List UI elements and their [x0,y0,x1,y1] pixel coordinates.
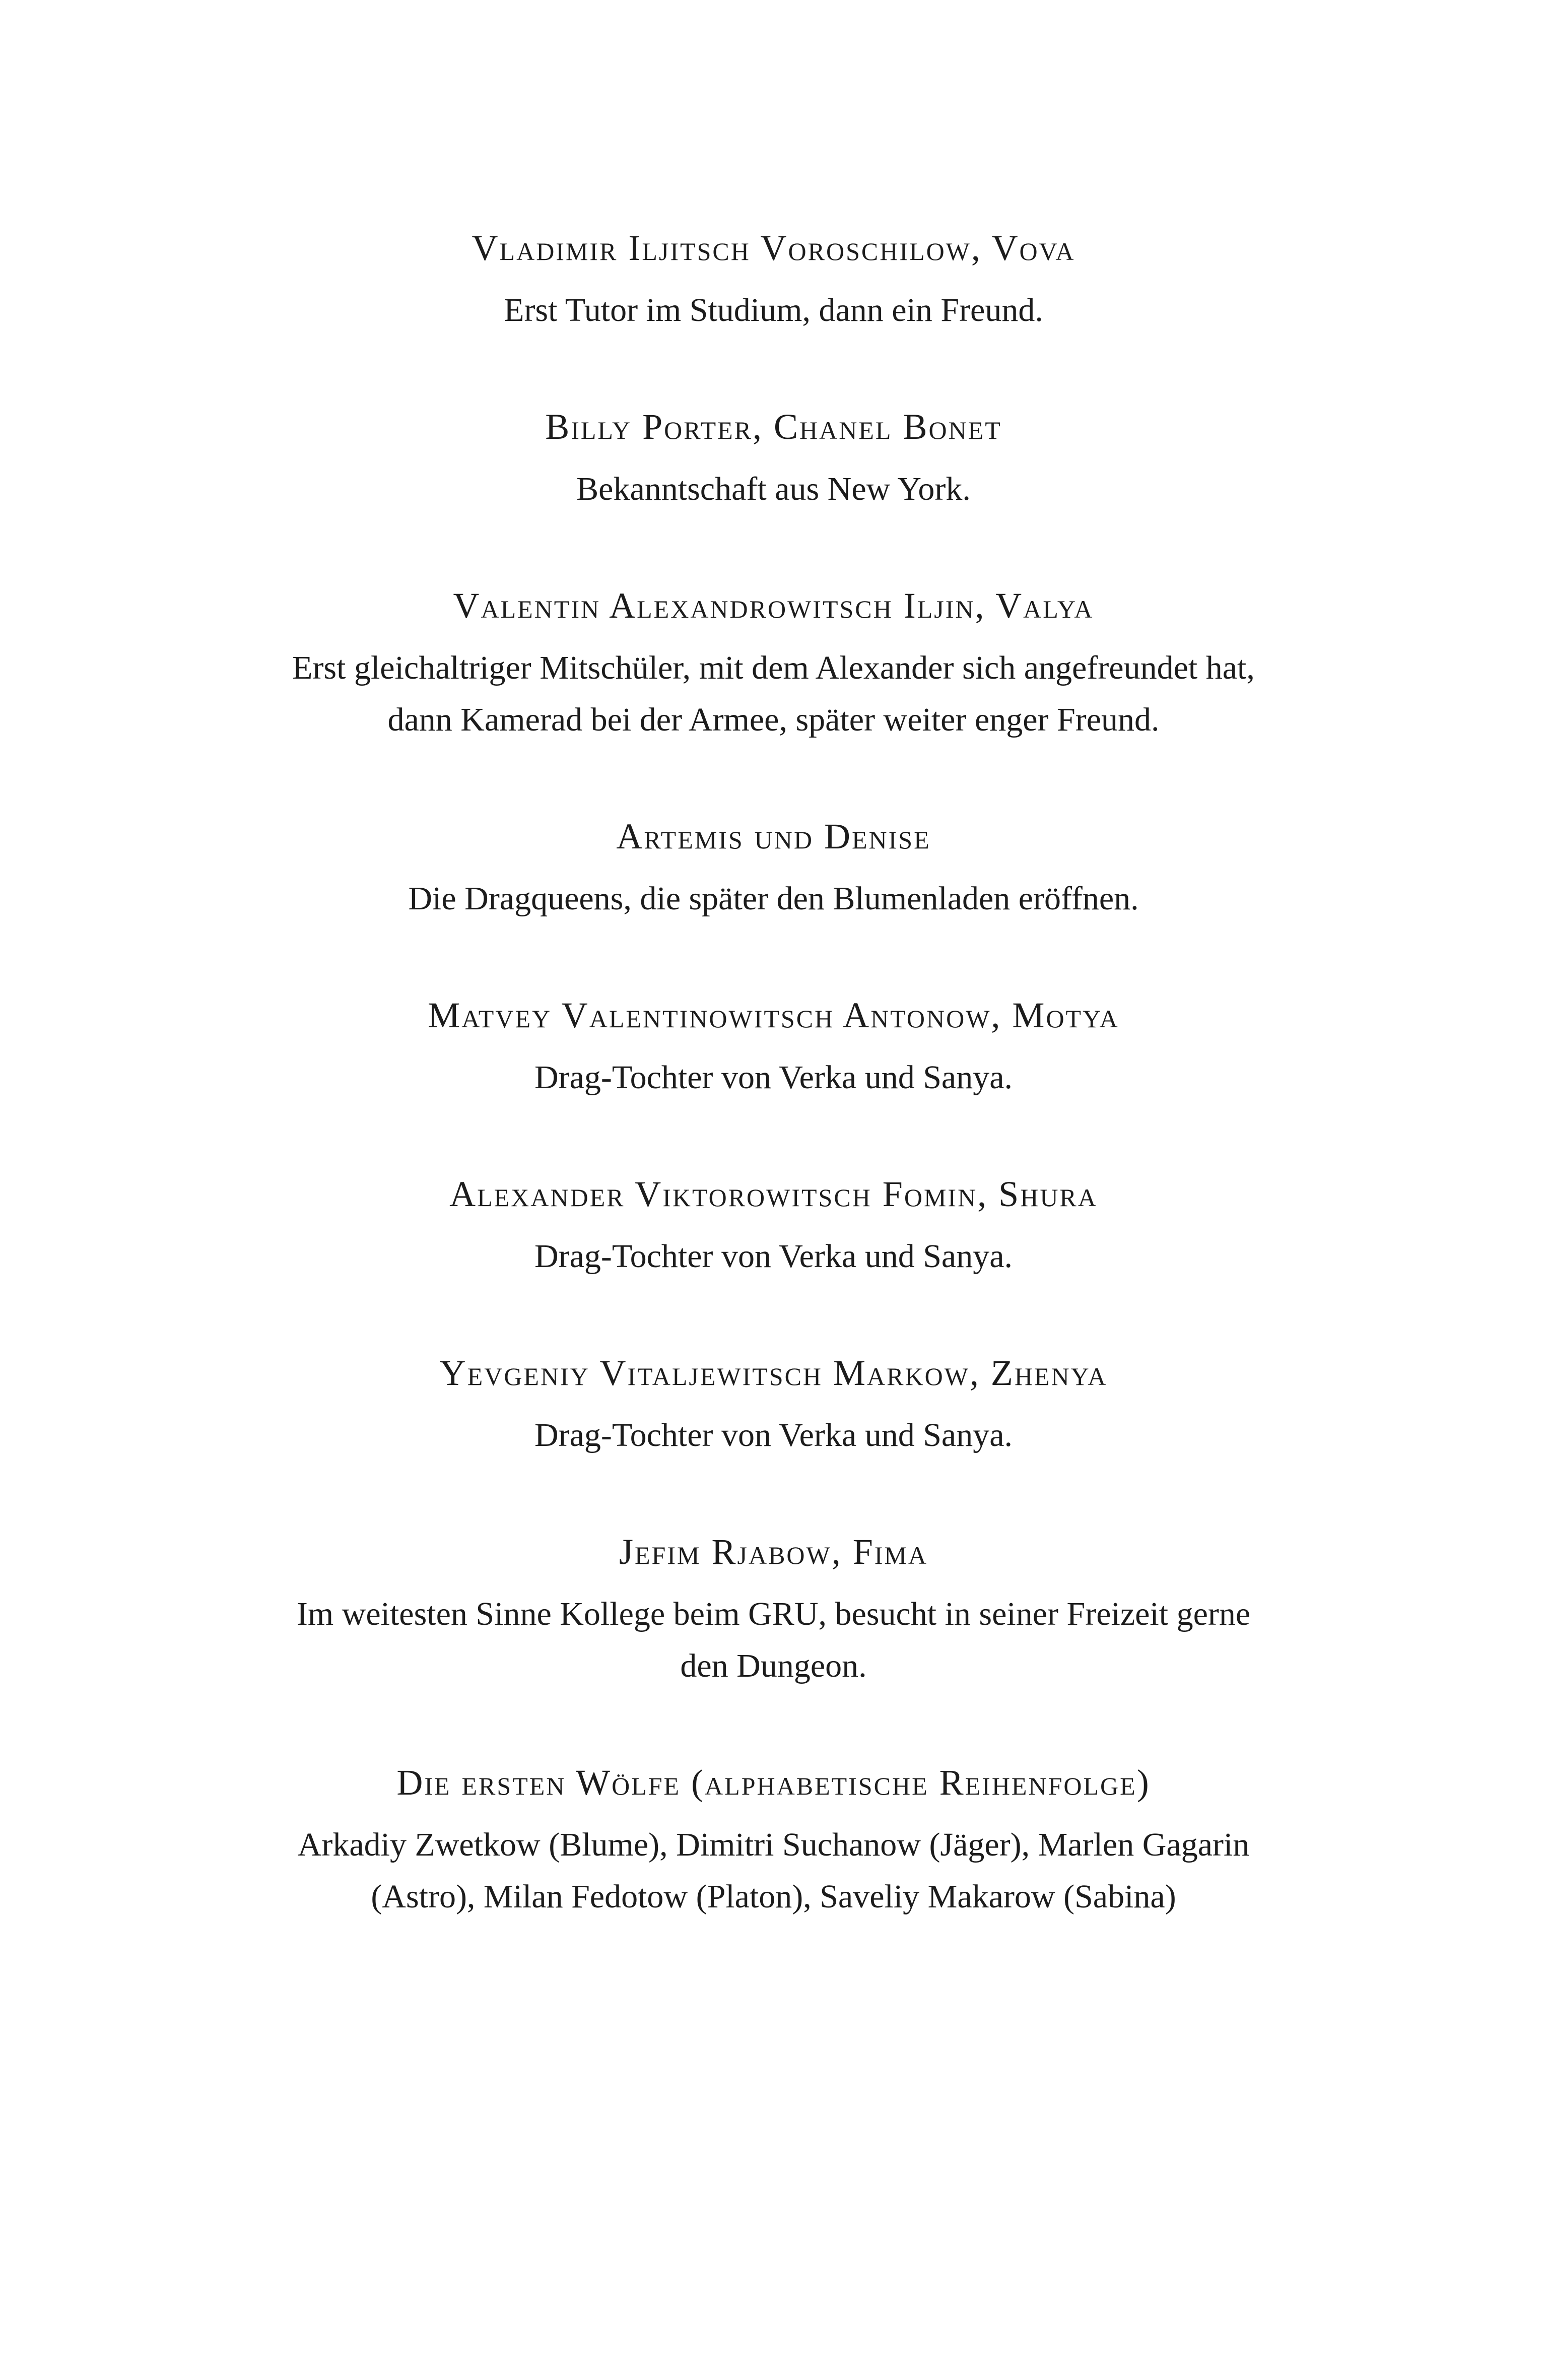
character-description [242,873,1305,924]
character-name: Vladimir Iljitsch Voroschilow, Vova [472,228,1075,268]
character-description [242,1051,1305,1103]
character-name: Valentin Alexandrowitsch Iljin, Valya [453,585,1094,626]
description-line: den Dungeon. [680,1647,867,1684]
character-entry [242,1757,1305,1923]
character-name: Billy Porter, Chanel Bonet [545,407,1002,447]
description-line: Drag-Tochter von Verka und Sanya. [534,1059,1013,1096]
character-description [242,642,1305,746]
character-entry [242,990,1305,1103]
character-entry [242,1527,1305,1692]
description-line: Erst gleichaltriger Mitschüler, mit dem Alexander sich angefreundet hat, [292,649,1255,686]
description-line: Arkadiy Zwetkow (Blume), Dimitri Suchanow (Jäger), Marlen Gagarin [297,1826,1250,1863]
description-line: Im weitesten Sinne Kollege beim GRU, besucht in seiner Freizeit gerne [296,1596,1251,1632]
character-description [242,284,1305,336]
character-description [242,1588,1305,1692]
character-description [242,1230,1305,1282]
description-line: Erst Tutor im Studium, dann ein Freund. [504,292,1043,328]
description-line: dann Kamerad bei der Armee, später weiter enger Freund. [387,701,1160,738]
character-list [242,223,1305,1988]
character-entry [242,811,1305,924]
character-description [242,463,1305,515]
description-line: Bekanntschaft aus New York. [576,471,971,507]
character-name: Alexander Viktorowitsch Fomin, Shura [449,1174,1098,1214]
character-name: Jefim Rjabow, Fima [619,1532,928,1572]
character-name: Matvey Valentinowitsch Antonow, Motya [428,995,1119,1035]
character-name: Yevgeniy Vitaljewitsch Markow, Zhenya [439,1353,1108,1393]
character-name: Die ersten Wölfe (alphabetische Reihenfolge) [396,1762,1151,1803]
character-entry [242,580,1305,746]
description-line: Die Dragqueens, die später den Blumenladen eröffnen. [408,880,1139,917]
character-entry [242,223,1305,336]
character-entry [242,402,1305,515]
description-line: (Astro), Milan Fedotow (Platon), Saveliy Makarow (Sabina) [371,1878,1176,1915]
character-entry [242,1169,1305,1282]
character-description [242,1409,1305,1461]
description-line: Drag-Tochter von Verka und Sanya. [534,1238,1013,1275]
character-name: Artemis und Denise [616,816,931,856]
description-line: Drag-Tochter von Verka und Sanya. [534,1417,1013,1453]
character-description [242,1819,1305,1923]
character-entry [242,1348,1305,1461]
